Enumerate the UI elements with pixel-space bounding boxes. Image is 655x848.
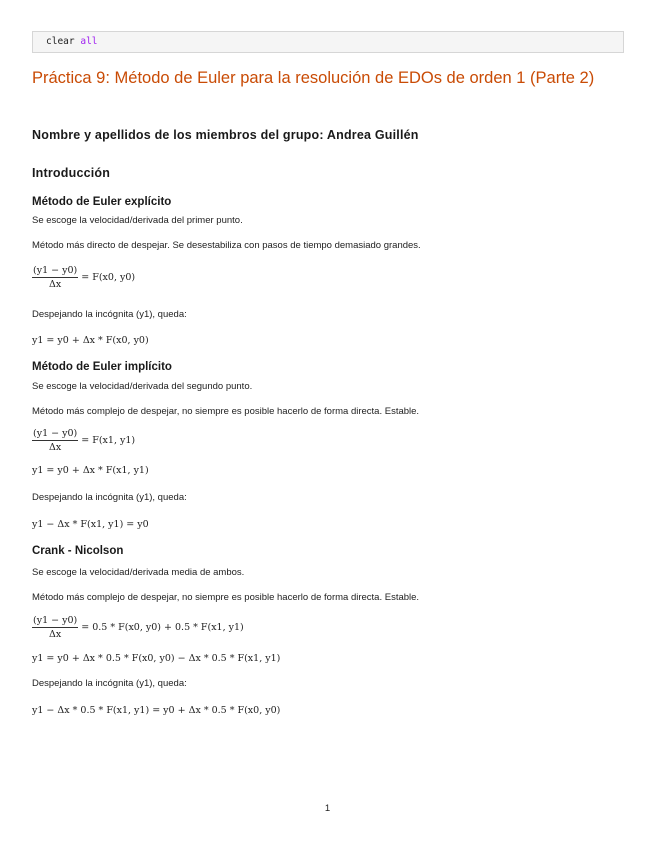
crank-paragraph-2: Método más complejo de despejar, no siempre es posible hacerlo de forma directa. Estable. xyxy=(32,592,420,603)
implicit-eq1-rhs: = F(x1, y1) xyxy=(81,435,136,446)
explicit-eq1-denominator: Δx xyxy=(49,279,62,290)
page-number: 1 xyxy=(324,803,331,814)
crank-eq1-fraction xyxy=(32,615,78,640)
explicit-paragraph-2: Método más directo de despejar. Se desestabiliza con pasos de tiempo demasiado grandes. xyxy=(32,240,421,251)
explicit-paragraph-1: Se escoge la velocidad/derivada del primer punto. xyxy=(32,215,243,226)
group-members-heading: Nombre y apellidos de los miembros del grupo: Andrea Guillén xyxy=(32,128,419,142)
explicit-equation-1 xyxy=(32,265,135,290)
intro-heading: Introducción xyxy=(32,166,111,180)
implicit-equation-1 xyxy=(32,428,135,453)
page-title: Práctica 9: Método de Euler para la resolución de EDOs de orden 1 (Parte 2) xyxy=(32,69,595,87)
crank-eq1-rhs: = 0.5 * F(x0, y0) + 0.5 * F(x1, y1) xyxy=(81,622,244,633)
explicit-eq1-numerator: (y1 − y0) xyxy=(33,265,78,276)
implicit-eq1-denominator: Δx xyxy=(49,442,62,453)
crank-equation-2: y1 = y0 + Δx * 0.5 * F(x0, y0) − Δx * 0.5 * F(x1, y1) xyxy=(32,653,281,664)
explicit-eq1-rhs: = F(x0, y0) xyxy=(81,272,136,283)
explicit-eq1-fraction xyxy=(32,265,78,290)
implicit-heading: Método de Euler implícito xyxy=(32,361,172,373)
crank-equation-1 xyxy=(32,615,244,640)
explicit-equation-2: y1 = y0 + Δx * F(x0, y0) xyxy=(32,335,149,346)
crank-nicolson-heading: Crank - Nicolson xyxy=(32,545,124,557)
crank-equation-3: y1 − Δx * 0.5 * F(x1, y1) = y0 + Δx * 0.5 * F(x0, y0) xyxy=(32,705,281,716)
implicit-paragraph-2: Método más complejo de despejar, no siempre es posible hacerlo de forma directa. Estable. xyxy=(32,406,420,417)
explicit-heading: Método de Euler explícito xyxy=(32,196,172,208)
implicit-paragraph-3: Despejando la incógnita (y1), queda: xyxy=(32,492,187,503)
implicit-eq1-fraction xyxy=(32,428,78,453)
crank-paragraph-3: Despejando la incógnita (y1), queda: xyxy=(32,678,187,689)
implicit-equation-2: y1 = y0 + Δx * F(x1, y1) xyxy=(32,465,149,476)
code-cell[interactable] xyxy=(32,31,624,53)
crank-paragraph-1: Se escoge la velocidad/derivada media de ambos. xyxy=(32,567,245,578)
implicit-eq1-numerator: (y1 − y0) xyxy=(33,428,78,439)
crank-eq1-numerator: (y1 − y0) xyxy=(33,615,78,626)
implicit-paragraph-1: Se escoge la velocidad/derivada del segundo punto. xyxy=(32,381,253,392)
explicit-paragraph-3: Despejando la incógnita (y1), queda: xyxy=(32,309,187,320)
code-keyword-clear: clear xyxy=(46,36,75,47)
implicit-equation-3: y1 − Δx * F(x1, y1) = y0 xyxy=(32,519,149,530)
crank-eq1-denominator: Δx xyxy=(49,629,62,640)
code-keyword-all: all xyxy=(80,36,98,47)
